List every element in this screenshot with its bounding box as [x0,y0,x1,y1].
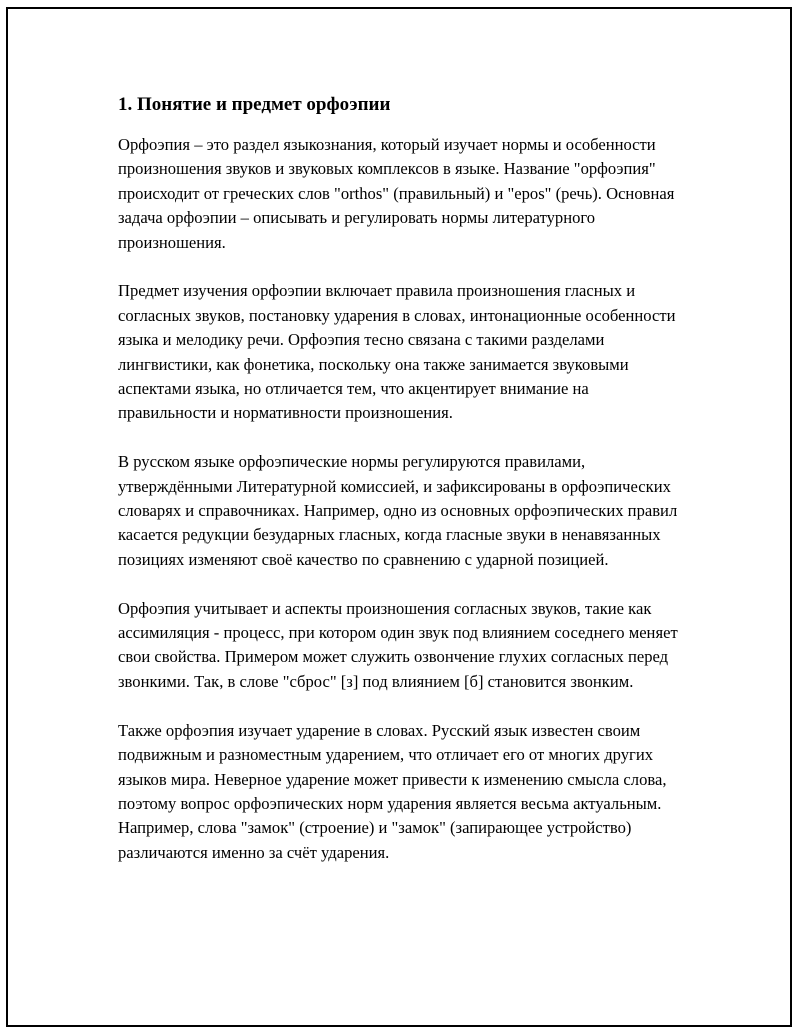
paragraph-1: Орфоэпия – это раздел языкознания, который изучает нормы и особенности произношения звуков и звуковых комплексов в языке. Название "орфоэпия" происходит от греческих слов "orthos" (правильный) и "epos" (речь). Основная задача орфоэпии – описывать и регулировать нормы литературного произношения. [118,135,675,252]
paragraph-2: Предмет изучения орфоэпии включает правила произношения гласных и согласных звуков, постановку ударения в словах, интонационные особенности языка и мелодику речи. Орфоэпия тесно связана с такими разделами лингвистики, как фонетика, поскольку она также занимается звуковыми аспектами языка, но отличается тем, что акцентирует внимание на правильности и нормативности произношения. [118,281,676,423]
paragraph-5: Также орфоэпия изучает ударение в словах. Русский язык известен своим подвижным и разноместным ударением, что отличает его от многих других языков мира. Неверное ударение может привести к изменению смысла слова, поэтому вопрос орфоэпических норм ударения является весьма актуальным. Например, слова "замок" (строение) и "замок" (запирающее устройство) различаются именно за счёт ударения. [118,720,667,862]
section-heading: 1. Понятие и предмет орфоэпии [118,94,391,115]
document-body [118,92,688,890]
paragraph-3: В русском языке орфоэпические нормы регулируются правилами, утверждёнными Литературной комиссией, и зафиксированы в орфоэпических словарях и справочниках. Например, одно из основных орфоэпических правил касается редукции безударных гласных, когда гласные звуки в ненавязанных позициях изменяют своё качество по сравнению с ударной позицией. [118,452,678,569]
paragraph-4: Орфоэпия учитывает и аспекты произношения согласных звуков, такие как ассимиляция - процесс, при котором один звук под влиянием соседнего меняет свои свойства. Примером может служить озвончение глухих согласных перед звонкими. Так, в слове "сброс" [з] под влиянием [б] становится звонким. [118,598,678,691]
